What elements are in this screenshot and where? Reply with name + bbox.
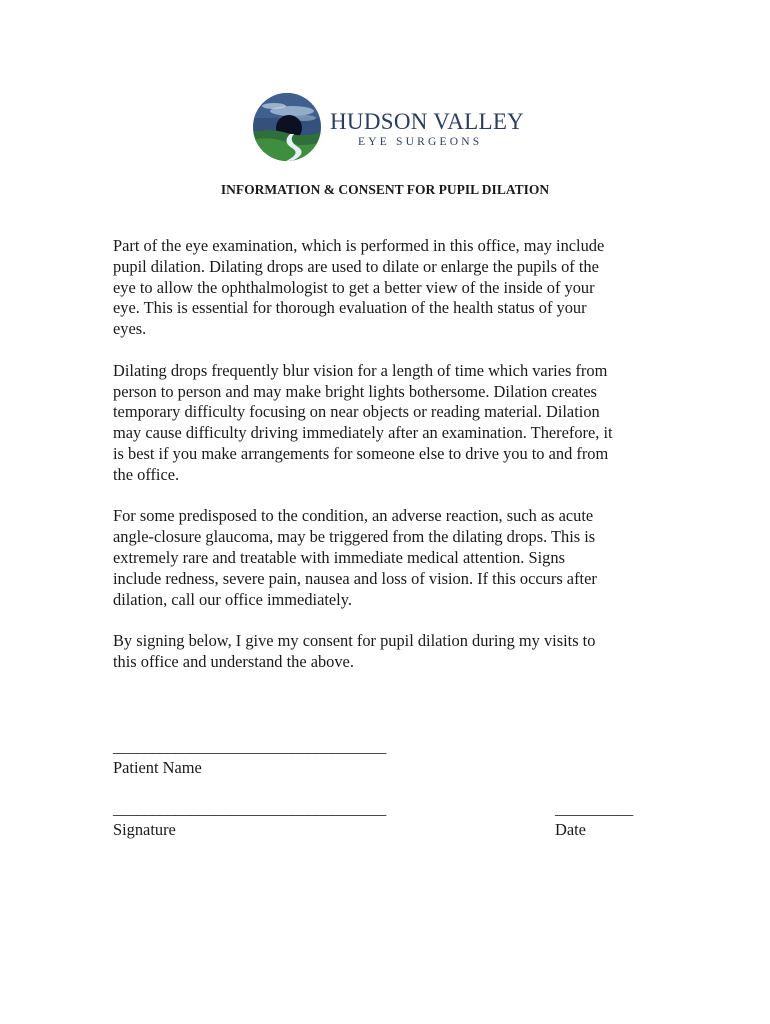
paragraph-line: angle-closure glaucoma, may be triggered from the dilating drops. This is (113, 527, 596, 547)
paragraph-line: eye to allow the ophthalmologist to get a better view of the inside of your (113, 277, 595, 297)
paragraph-line: By signing below, I give my consent for pupil dilation during my visits to (113, 631, 596, 651)
paragraph-line: Part of the eye examination, which is performed in this office, may include (113, 236, 605, 255)
paragraph-line: eye. This is essential for thorough evaluation of the health status of your (113, 298, 587, 318)
signature-line[interactable]: ___________________________________ (113, 801, 387, 818)
eye-landscape-logo-icon (252, 92, 322, 162)
paragraph-line: include redness, severe pain, nausea and loss of vision. If this occurs after (113, 568, 597, 588)
paragraph-adverse-reaction (113, 506, 673, 610)
paragraph-line: For some predisposed to the condition, an adverse reaction, such as acute (113, 506, 594, 526)
paragraph-line: Dilating drops frequently blur vision for a length of time which varies from (113, 360, 608, 380)
paragraph-consent-statement (113, 631, 673, 673)
signature-label: Signature (113, 820, 176, 839)
date-label: Date (555, 820, 586, 839)
logo-company-name: HUDSON VALLEY (330, 109, 525, 134)
paragraph-line: person to person and may make bright lights bothersome. Dilation creates (113, 381, 597, 401)
paragraph-line: eyes. (113, 319, 147, 339)
paragraph-line: the office. (113, 464, 180, 484)
date-line[interactable]: __________ (555, 801, 634, 818)
paragraph-line: dilation, call our office immediately. (113, 589, 352, 609)
document-body (113, 236, 673, 694)
paragraph-line: this office and understand the above. (113, 651, 354, 671)
paragraph-line: pupil dilation. Dilating drops are used to dilate or enlarge the pupils of the (113, 256, 599, 276)
patient-name-label: Patient Name (113, 758, 202, 777)
paragraph-line: may cause difficulty driving immediately after an examination. Therefore, it (113, 423, 613, 443)
patient-name-field[interactable] (113, 738, 386, 779)
paragraph-line: temporary difficulty focusing on near objects or reading material. Dilation (113, 402, 600, 422)
paragraph-line: extremely rare and treatable with immediate medical attention. Signs (113, 547, 565, 567)
logo-company-subtitle: EYE SURGEONS (358, 136, 483, 148)
signature-field[interactable] (113, 800, 386, 841)
company-logo (252, 90, 532, 164)
patient-name-line[interactable]: ___________________________________ (113, 739, 387, 756)
date-field[interactable] (555, 800, 633, 841)
paragraph-pupil-dilation-intro (113, 236, 673, 340)
paragraph-line: is best if you make arrangements for someone else to drive you to and from (113, 443, 609, 463)
paragraph-side-effects (113, 361, 673, 486)
document-title: INFORMATION & CONSENT FOR PUPIL DILATION (220, 182, 550, 197)
